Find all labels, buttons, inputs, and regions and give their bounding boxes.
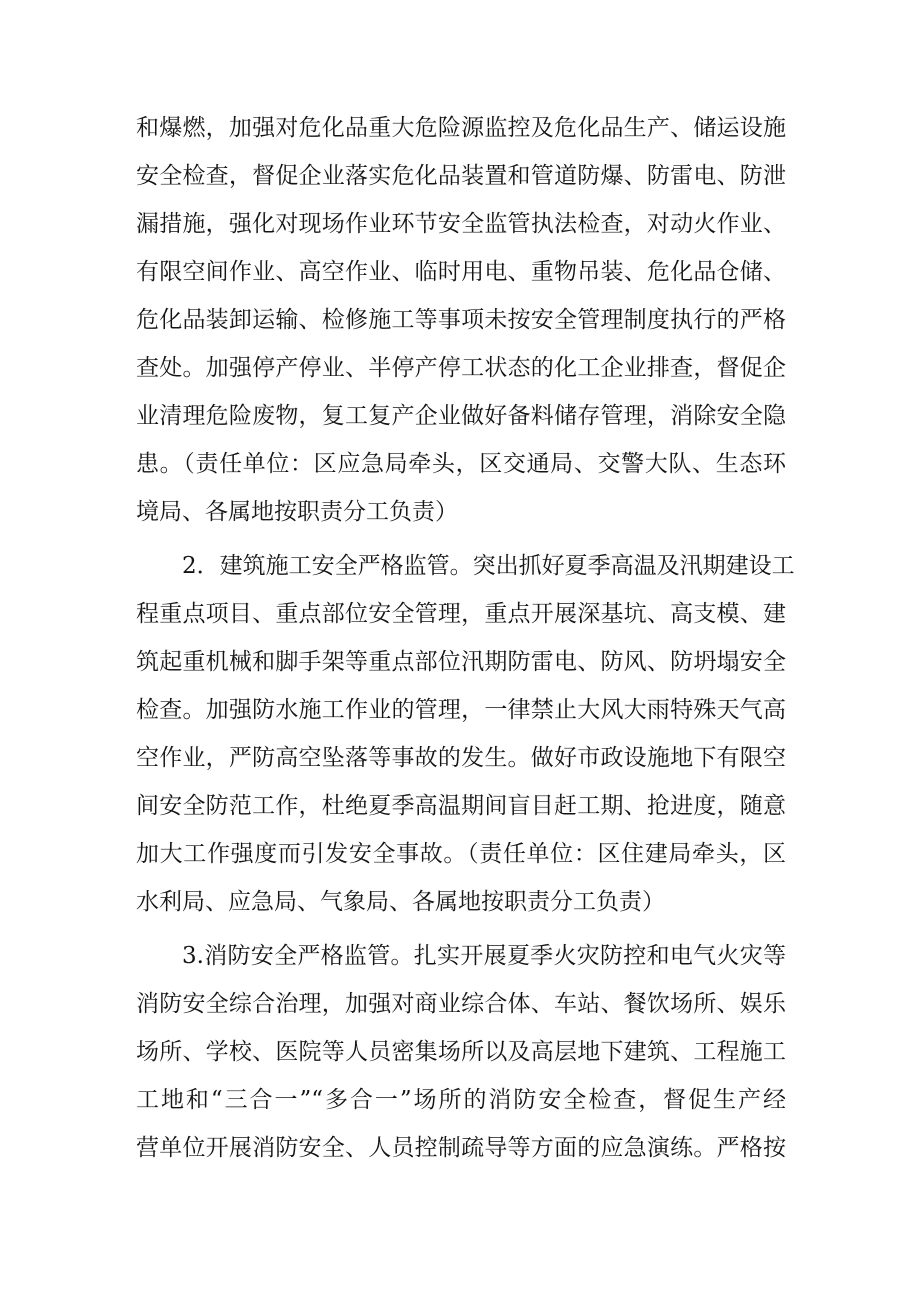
paragraph-construction-safety	[136, 542, 795, 926]
text-line: 有限空间作业、高空作业、临时用电、重物吊装、危化品仓储、	[136, 259, 786, 285]
text-line: 查处。加强停产停业、半停产停工状态的化工企业排查，督促企	[136, 355, 786, 381]
text-line: 场所、学校、医院等人员密集场所以及高层地下建筑、工程施工	[136, 1039, 786, 1065]
text-line: 2．建筑施工安全严格监管。突出抓好夏季高温及汛期建设工	[182, 553, 795, 579]
text-line: 业清理危险废物，复工复产企业做好备料储存管理，消除安全隐	[136, 403, 786, 429]
text-line: 境局、各属地按职责分工负责）	[136, 499, 458, 525]
paragraph-hazardous-chemicals	[136, 104, 786, 536]
paragraph-fire-safety	[136, 932, 786, 1172]
text-line: 间安全防范工作，杜绝夏季高温期间盲目赶工期、抢进度，随意	[136, 793, 786, 819]
text-line: 筑起重机械和脚手架等重点部位汛期防雷电、防风、防坍塌安全	[136, 649, 786, 675]
text-line: 营单位开展消防安全、人员控制疏导等方面的应急演练。严格按	[136, 1135, 786, 1161]
text-line: 危化品装卸运输、检修施工等事项未按安全管理制度执行的严格	[136, 307, 786, 333]
text-line: 消防安全综合治理，加强对商业综合体、车站、餐饮场所、娱乐	[136, 991, 786, 1017]
text-line: 空作业，严防高空坠落等事故的发生。做好市政设施地下有限空	[136, 745, 786, 771]
text-line: 安全检查，督促企业落实危化品装置和管道防爆、防雷电、防泄	[136, 163, 786, 189]
text-line: 3.消防安全严格监管。扎实开展夏季火灾防控和电气火灾等	[182, 943, 786, 969]
text-line: 漏措施，强化对现场作业环节安全监管执法检查，对动火作业、	[136, 211, 786, 237]
text-line: 程重点项目、重点部位安全管理，重点开展深基坑、高支模、建	[136, 601, 786, 627]
text-line: 患。（责任单位：区应急局牵头，区交通局、交警大队、生态环	[136, 451, 786, 477]
text-line: 工地和“三合一”“多合一”场所的消防安全检查，督促生产经	[136, 1087, 786, 1113]
text-line: 和爆燃，加强对危化品重大危险源监控及危化品生产、储运设施	[136, 115, 786, 141]
text-line: 水利局、应急局、气象局、各属地按职责分工负责）	[136, 889, 665, 915]
text-line: 加大工作强度而引发安全事故。（责任单位：区住建局牵头，区	[136, 841, 786, 867]
text-line: 检查。加强防水施工作业的管理，一律禁止大风大雨特殊天气高	[136, 697, 786, 723]
